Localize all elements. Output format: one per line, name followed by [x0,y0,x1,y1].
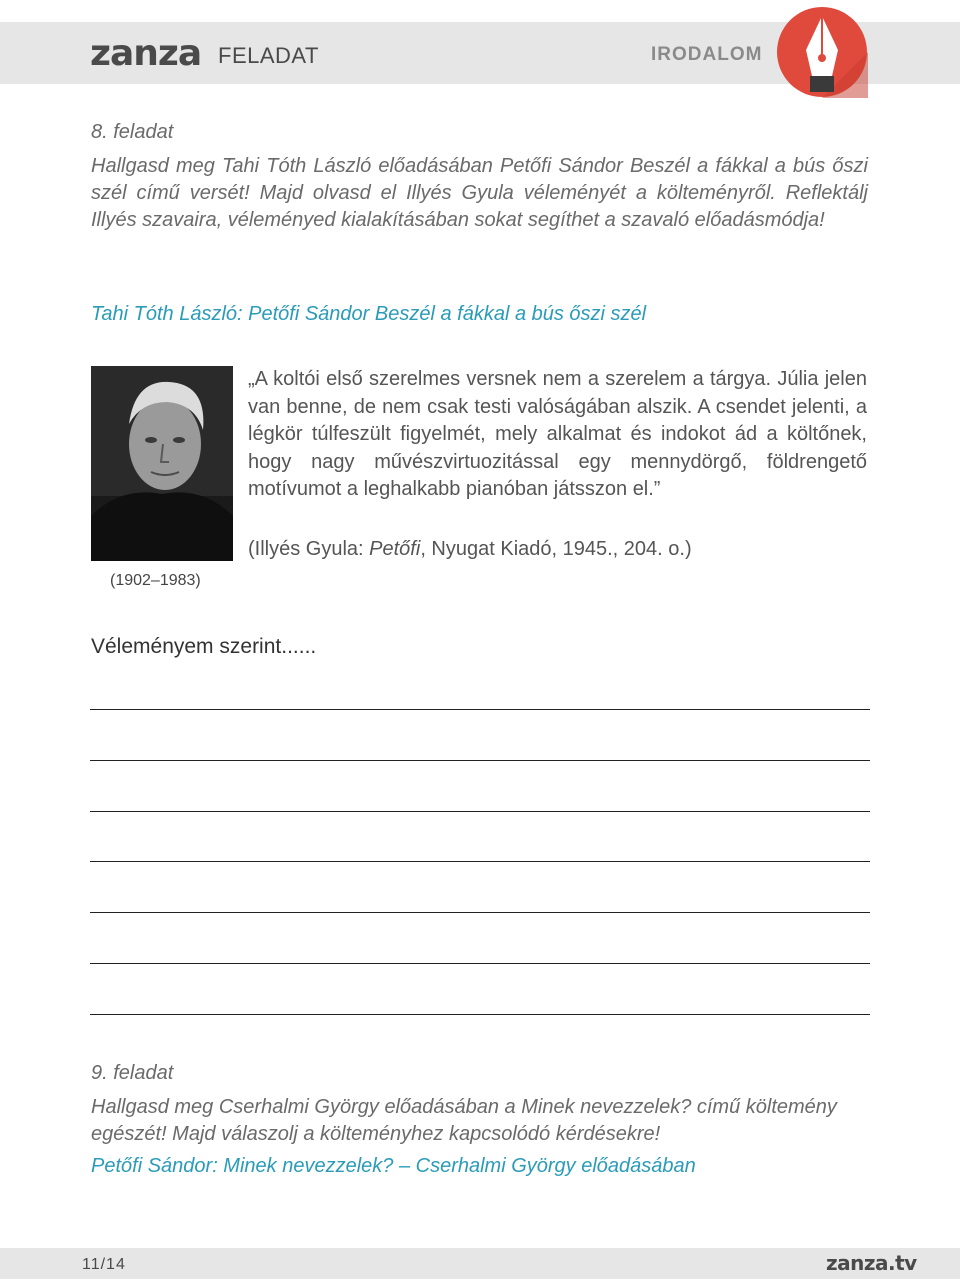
illyes-portrait-image [91,366,233,561]
answer-line[interactable] [90,861,870,862]
task-8-audio-link[interactable]: Tahi Tóth László: Petőfi Sándor Beszél a fákkal a bús őszi szél [91,303,647,325]
answer-line[interactable] [90,912,870,913]
quote-source [248,538,692,561]
task-9-instructions: Hallgasd meg Cserhalmi György előadásában a Minek nevezzelek? című költemény egészét! Majd válaszolj a költeményhez kapcsolódó kérdésekre! [91,1096,837,1145]
section-label: FELADAT [218,43,319,68]
task-9-number: 9. feladat [91,1062,174,1084]
zanza-logo: zanza [90,33,202,74]
page-footer [0,1248,960,1279]
task-8-number: 8. feladat [91,121,174,143]
answer-line[interactable] [90,760,870,761]
portrait-years: (1902–1983) [110,572,201,589]
answer-line[interactable] [90,963,870,964]
fountain-pen-icon [776,6,868,98]
task-8-instructions: Hallgasd meg Tahi Tóth László előadásában Petőfi Sándor Beszél a fákkal a bús őszi szél című versét! Majd olvasd el Illyés Gyula véleményét a költeményről. Reflektálj Illyés szavaira, véleményed kialakításában sokat segíthet a szavaló előadásmódja! [91,155,868,231]
opinion-prompt: Véleményem szerint...... [91,635,317,658]
subject-label: IRODALOM [651,44,763,65]
task-9-audio-link[interactable]: Petőfi Sándor: Minek nevezzelek? – Cserhalmi György előadásában [91,1155,696,1177]
source-title: Petőfi [369,538,421,560]
source-prefix: (Illyés Gyula: [248,538,370,560]
page-number: 11/14 [82,1256,126,1273]
illyes-quote: „A koltói első szerelmes versnek nem a szerelem a tárgya. Júlia jelen van benne, de nem csak testi valóságában alszik. A csendet jelenti, a légkör túlfeszült figyelmét, mely alkalmat és indokot ád a költőnek, hogy nagy művészvirtuozitással egy mennydörgő, földrengető motívumot a leghalkabb pianóban játsszon el.” [248,368,867,500]
answer-line[interactable] [90,709,870,710]
answer-line[interactable] [90,1014,870,1015]
zanza-tv-logo: zanza.tv [826,1251,917,1275]
source-suffix: , Nyugat Kiadó, 1945., 204. o.) [420,538,692,560]
answer-line[interactable] [90,811,870,812]
